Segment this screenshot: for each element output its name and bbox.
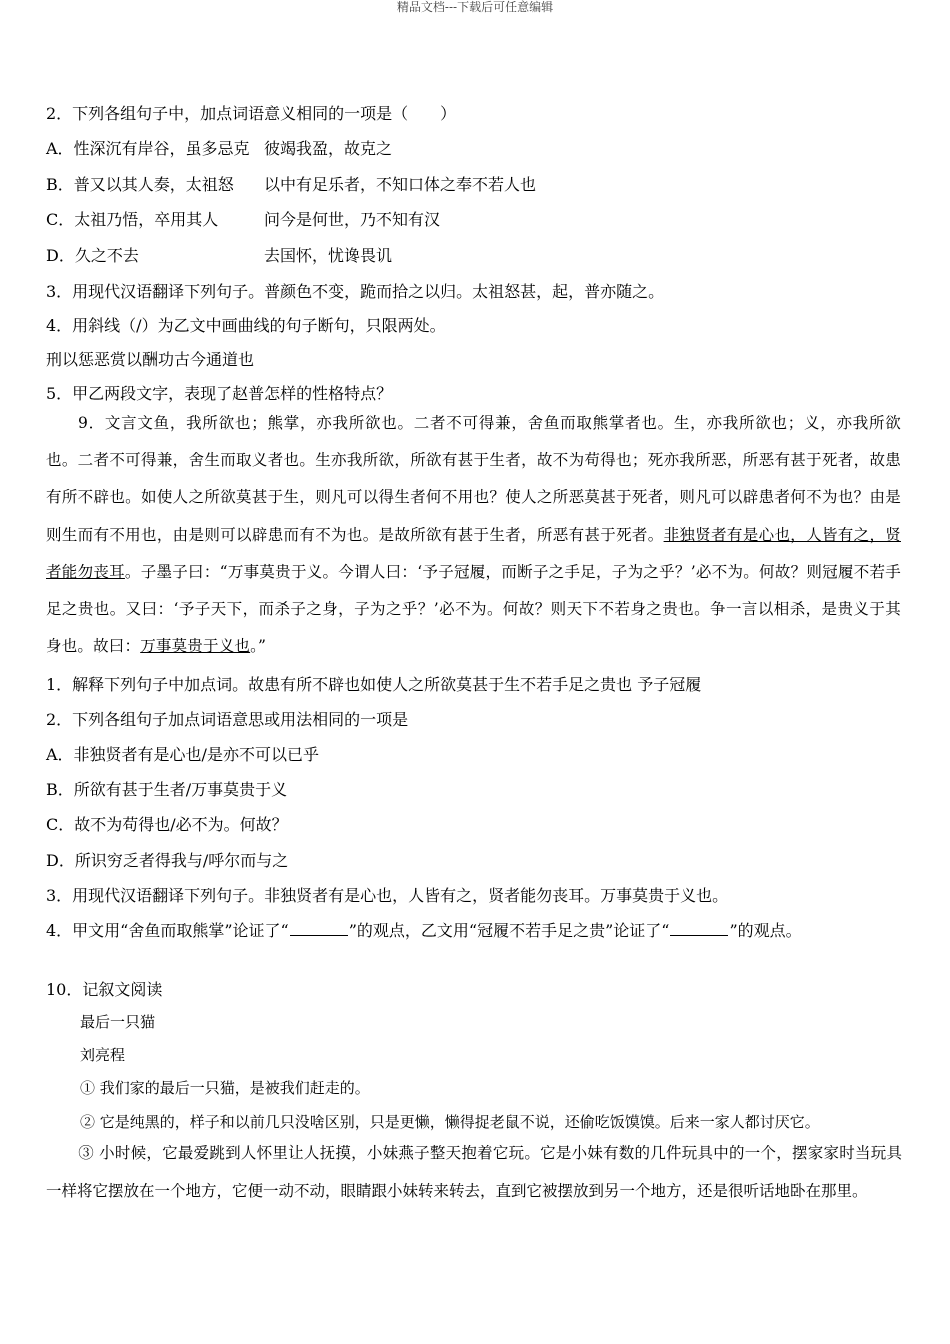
q8-option-a: [46, 136, 392, 159]
q9-passage-part1: 9．文言文鱼，我所欲也；熊掌，亦我所欲也。二者不可得兼，舍鱼而取熊掌者也。生，亦我所欲也；义，亦我所欲也。二者不可得兼，舍生而取义者也。生亦我所欲，所欲有甚于生者，故不为苟得也；死亦我所恶，所恶有甚于死者，故患有所不辟也。如使人之所欲莫甚于生，则凡可以得生者何不用也？使人之所恶莫甚于死者，则凡可以辟患者何不为也？由是则生而有不用也，由是则可以辟患而有不为也。是故所欲有甚于生者，所恶有甚于死者。: [46, 414, 901, 544]
q8-option-d: [46, 243, 392, 266]
q8-option-a-right: 彼竭我盈，故克之: [264, 139, 393, 158]
story-paragraph-3-text: ③ 小时候，它最爱跳到人怀里让人抚摸，小妹燕子整天抱着它玩。它是小妹有数的几件玩具中的一个，摆家家时当玩具一样将它摆放在一个地方，它便一动不动，眼睛跟小妹转来转去，直到它被摆放到另一个地方，还是很听话地卧在那里。: [46, 1144, 902, 1200]
story-paragraph-3: [46, 1135, 902, 1210]
q8-option-b: [46, 172, 536, 195]
story-title: 最后一只猫: [80, 1013, 156, 1031]
q8-option-b-right: 以中有足乐者，不知口体之奉不若人也: [264, 175, 537, 194]
q9-option-c: C．故不为苟得也/必不为。何故？: [46, 815, 288, 834]
q8-option-d-left: D．久之不去: [46, 246, 139, 265]
q9-passage-underlined-2: 万事莫贵于义也: [140, 637, 251, 656]
q8-option-c-right: 问今是何世，乃不知有汉: [264, 210, 441, 229]
q9-question-1: 1．解释下列句子中加点词。故患有所不辟也如使人之所欲莫甚于生不若手足之贵也 予子冠履: [46, 675, 702, 694]
story-author: 刘亮程: [80, 1046, 126, 1064]
q8-option-a-left: A．性深沉有岸谷，虽多忌克: [46, 139, 250, 158]
q9-option-a: A．非独贤者有是心也/是亦不可以已乎: [46, 745, 319, 764]
q9-option-b: B．所欲有甚于生者/万事莫贵于义: [46, 780, 288, 799]
q8-question-3: 3．用现代汉语翻译下列句子。普颜色不变，跪而拾之以归。太祖怒甚，起，普亦随之。: [46, 282, 665, 301]
q9-passage-underlined-1: 非独贤者有是心也，人皆有之，贤者能勿丧耳: [46, 525, 901, 581]
q9-passage-end: 。”: [250, 637, 267, 656]
q8-option-c-left: C．太祖乃悟，卒用其人: [46, 210, 219, 229]
q9-question-2: 2．下列各组句子加点词语意思或用法相同的一项是: [46, 710, 409, 729]
q8-question-5: 5．甲乙两段文字，表现了赵普怎样的性格特点？: [46, 384, 393, 403]
q9-question-4-part-c: ”的观点。: [729, 921, 802, 940]
q8-option-c: [46, 207, 440, 230]
q9-question-4-part-b: ”的观点，乙文用“冠履不若手足之贵”论证了“: [348, 921, 670, 940]
story-paragraph-2: ② 它是纯黑的，样子和以前几只没啥区别，只是更懒，懒得捉老鼠不说，还偷吃饭馍馍。后来一家人都讨厌它。: [80, 1113, 820, 1131]
q9-passage: [46, 405, 901, 665]
page-header: 精品文档---下载后可任意编辑: [396, 0, 554, 14]
answer-blank-2[interactable]: [670, 921, 728, 936]
q9-question-3: 3．用现代汉语翻译下列句子。非独贤者有是心也，人皆有之，贤者能勿丧耳。万事莫贵于义也。: [46, 886, 729, 905]
q8-option-d-right: 去国怀，忧谗畏讥: [264, 246, 393, 265]
answer-blank-1[interactable]: [290, 921, 348, 936]
q9-passage-part2: 。子墨子曰：“万事莫贵于义。今谓人曰：‘予子冠履，而断子之手足，子为之乎？’必不为。何故？则冠履不若手足之贵也。又曰：‘予子天下，而杀子之身，子为之乎？’必不为。何故？则天下不若身之贵也。争一言以相杀，是贵义于其身也。故曰：: [46, 562, 901, 656]
q9-question-4: [46, 918, 802, 941]
q9-option-d: D．所识穷乏者得我与/呼尔而与之: [46, 851, 289, 870]
story-paragraph-1: ① 我们家的最后一只猫，是被我们赶走的。: [80, 1079, 370, 1097]
q8-question-4-text: 刑以惩恶赏以酬功古今通道也: [46, 350, 255, 369]
q8-question-2: 2．下列各组句子中，加点词语意义相同的一项是（ ）: [46, 104, 457, 123]
q9-question-4-part-a: 4．甲文用“舍鱼而取熊掌”论证了“: [46, 921, 289, 940]
q10-title: 10．记叙文阅读: [46, 980, 163, 999]
q8-question-4: 4．用斜线（/）为乙文中画曲线的句子断句，只限两处。: [46, 316, 446, 335]
q8-option-b-left: B．普又以其人奏，太祖怒: [46, 175, 234, 194]
